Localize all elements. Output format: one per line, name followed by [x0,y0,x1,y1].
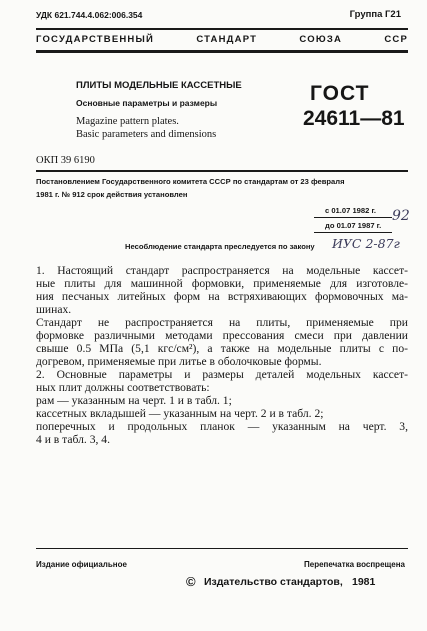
body-line: догревом, применяемые при литье в оболочковые формы. [36,355,322,368]
gost-number: 24611—81 [303,107,405,130]
body-line: формовке различными методами прессования смеси при давлении [36,329,408,342]
list-item: 4 и в табл. 3, 4. [36,433,111,446]
publisher: Издательство стандартов, [204,576,343,588]
body-line: ния песчаных литейных форм на встряхивающих формовочных ма- [36,290,408,303]
reprint-prohibited: Перепечатка воспрещена [304,560,405,569]
title-english-1: Magazine pattern plates. [76,116,179,127]
handwritten-ius-note: ИУС 2-87г [332,236,400,251]
body-line: ных плит должны соответствовать: [36,381,210,394]
list-item: кассетных вкладышей — указанным на черт. 2 и в табл. 2; [36,407,324,420]
effective-to: до 01.07 1987 г. [325,221,382,230]
handwritten-date-note: 92 [392,208,410,224]
footer-rule [36,548,408,549]
title-english-2: Basic parameters and dimensions [76,129,217,140]
udk-code: УДК 621.744.4.062:006.354 [36,10,143,20]
body-line: 2. Основные параметры и размеры деталей модельных кассет- [36,368,408,381]
banner-rule [36,50,408,53]
body-line: ные плиты для машинной формовки, применяемые для изготовле- [36,277,408,290]
effective-from-rule [314,217,392,218]
compliance-warning: Несоблюдение стандарта преследуется по закону [125,242,315,251]
gost-label: ГОСТ [310,82,370,105]
title-main: ПЛИТЫ МОДЕЛЬНЫЕ КАССЕТНЫЕ [76,80,242,91]
effective-from: с 01.07 1982 г. [325,206,376,215]
title-sub: Основные параметры и размеры [76,98,218,108]
effective-to-rule [314,232,392,233]
decree-line-1: Постановлением Государственного комитета СССР по стандартам от 23 февраля [36,177,345,186]
list-item: поперечных и продольных планок — указанным на черт. 3, [36,420,408,433]
list-item: рам — указанным на черт. 1 и в табл. 1; [36,394,232,407]
standard-banner: ГОСУДАРСТВЕННЫЙ СТАНДАРТ СОЮЗА ССР [36,34,408,45]
decree-rule [36,170,408,172]
body-line: шинах. [36,303,72,316]
official-edition: Издание официальное [36,560,127,569]
publication-year: 1981 [352,576,376,588]
decree-line-2: 1981 г. № 912 срок действия установлен [36,190,188,199]
body-line: Стандарт не распространяется на плиты, применяемые при [36,316,408,329]
body-line: 1. Настоящий стандарт распространяется на модельные кассет- [36,264,408,277]
top-rule [36,28,408,30]
body-line: свыше 0.5 МПа (5,1 кгс/см²), а также на модельные плиты с по- [36,342,408,355]
okp-code: ОКП 39 6190 [36,155,95,166]
copyright-icon: © [186,574,196,589]
group-code: Группа Г21 [349,9,401,20]
